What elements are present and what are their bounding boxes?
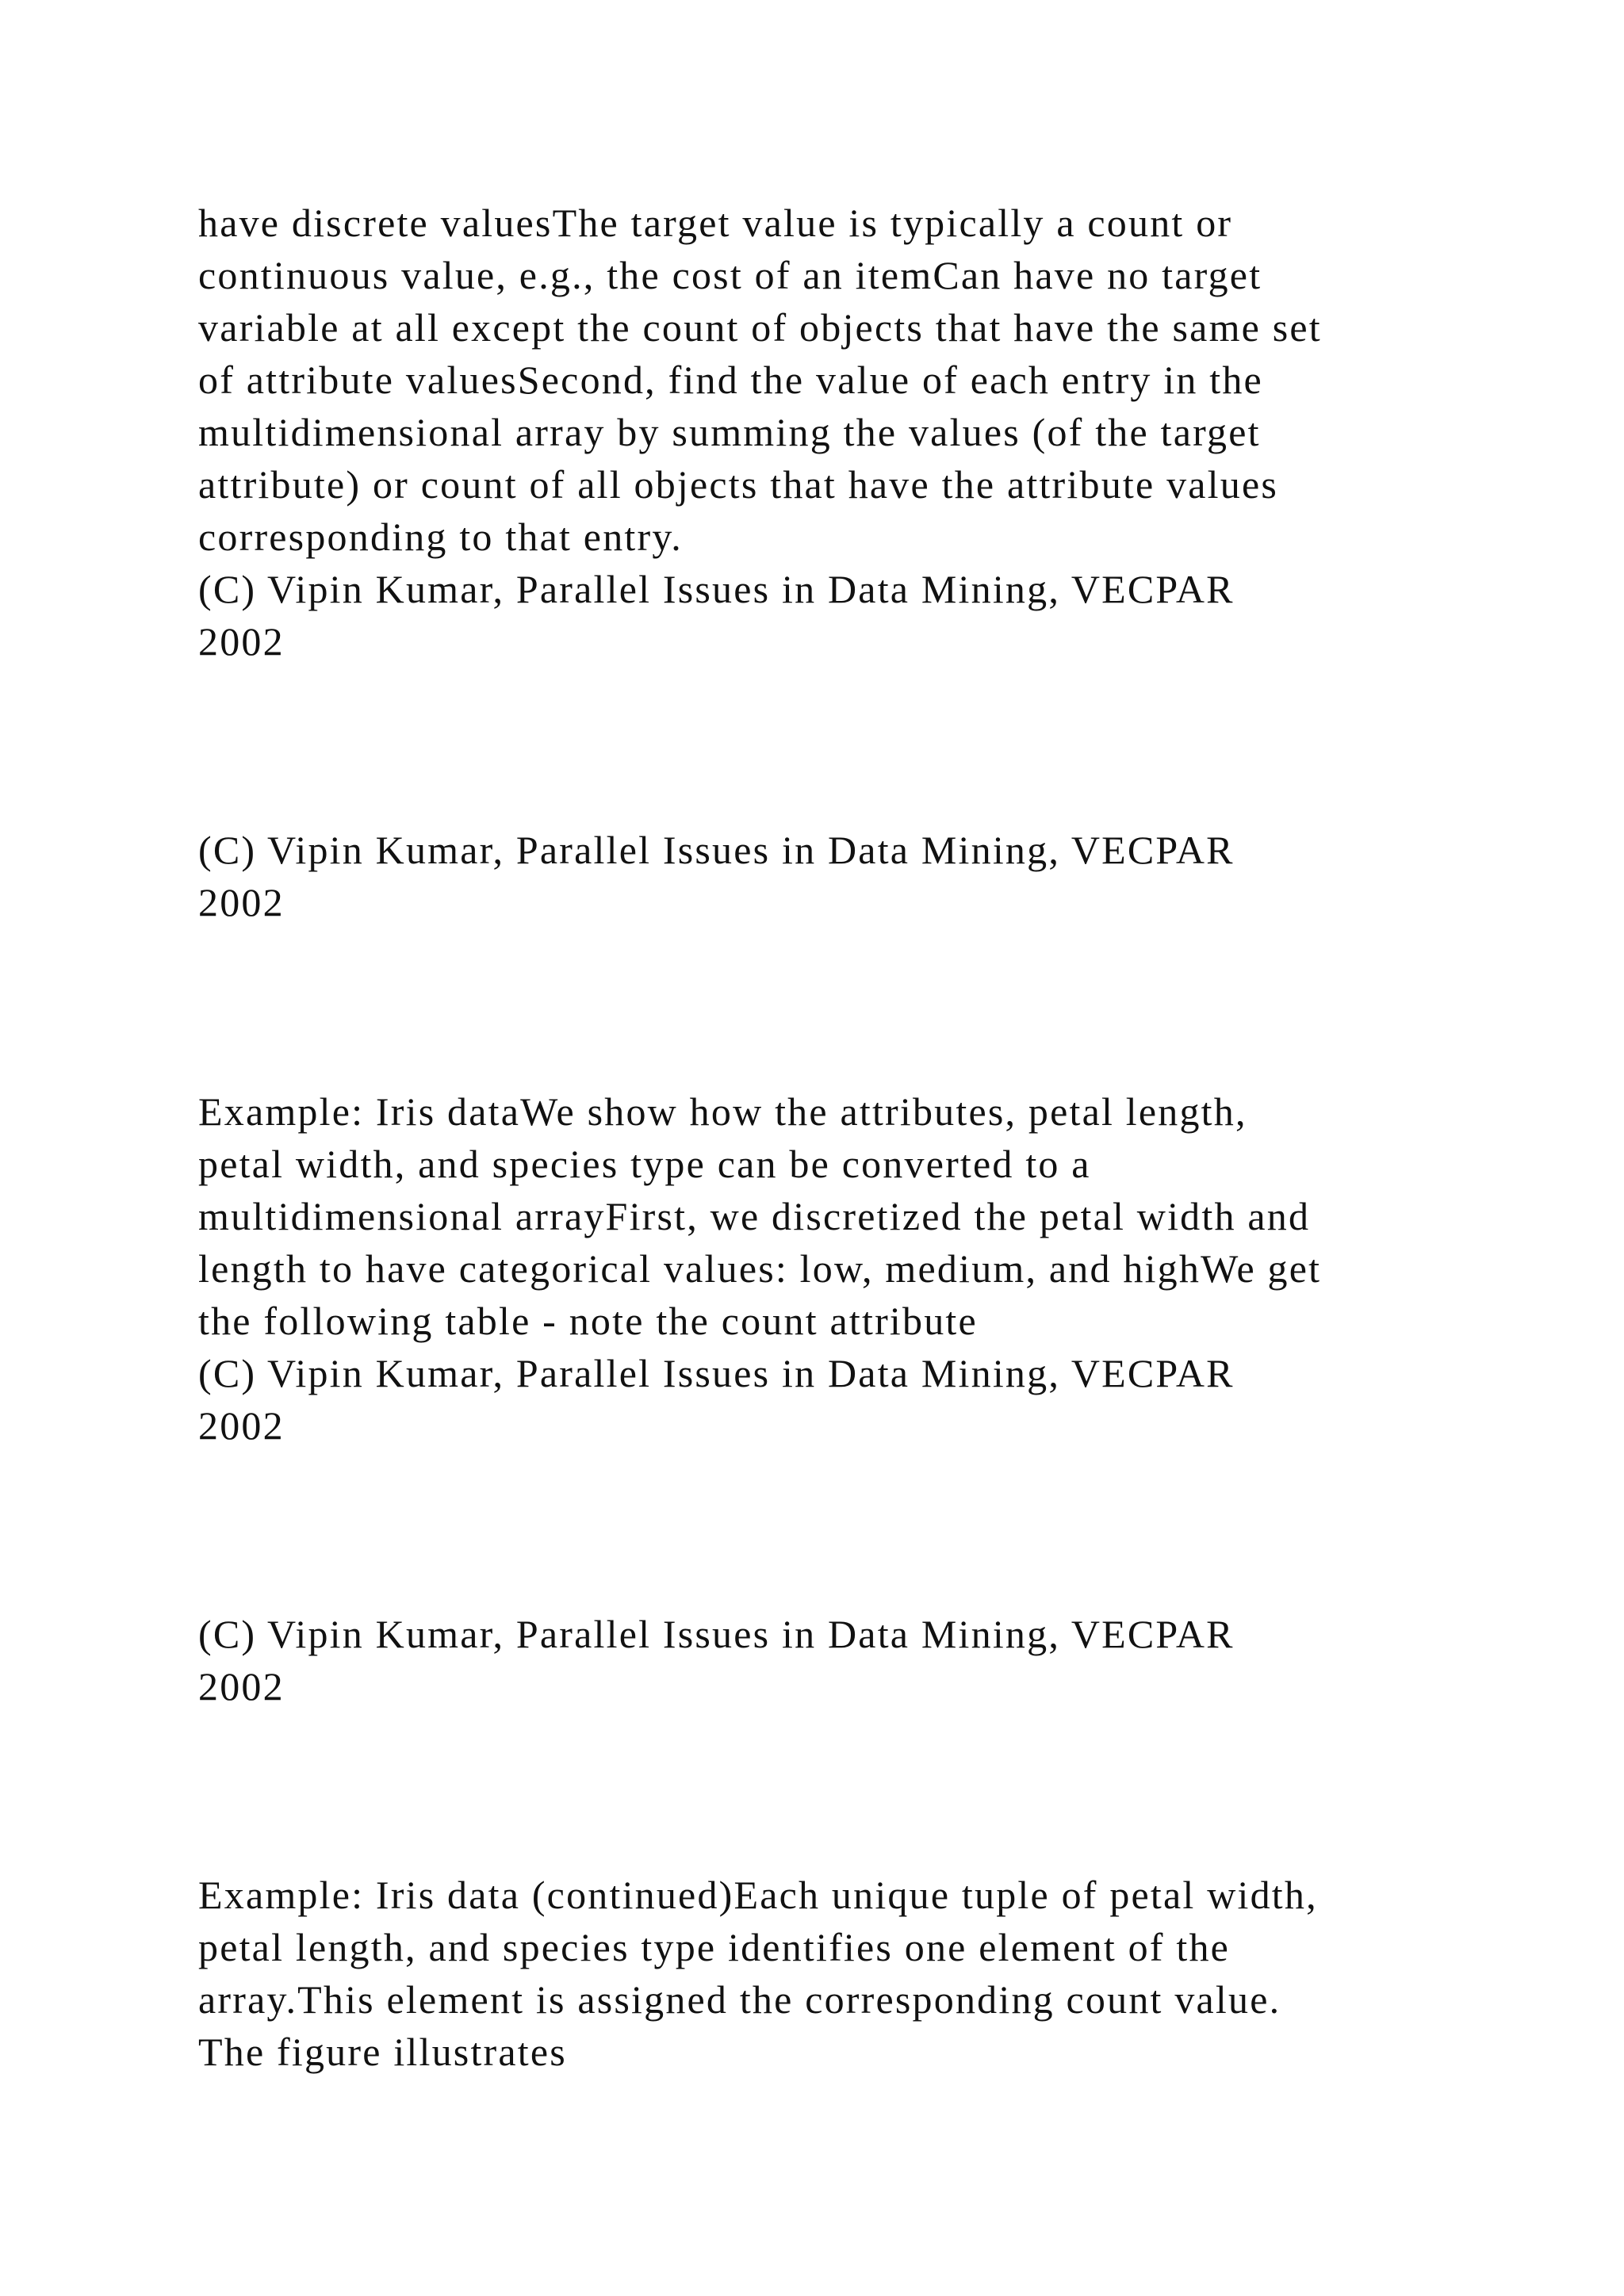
text-line: multidimensional array by summing the values (of the target [198, 410, 1261, 454]
citation-line: (C) Vipin Kumar, Parallel Issues in Data Mining, VECPAR [198, 1612, 1235, 1656]
text-line: petal width, and species type can be converted to a [198, 1142, 1091, 1186]
text-line: have discrete valuesThe target value is typically a count or [198, 201, 1233, 245]
text-line: length to have categorical values: low, medium, and highWe get [198, 1246, 1322, 1291]
text-line: continuous value, e.g., the cost of an itemCan have no target [198, 253, 1262, 297]
text-line: Example: Iris dataWe show how the attributes, petal length, [198, 1089, 1247, 1134]
citation-line: (C) Vipin Kumar, Parallel Issues in Data Mining, VECPAR [198, 828, 1235, 872]
text-line: variable at all except the count of objects that have the same set [198, 305, 1322, 350]
text-line: Example: Iris data (continued)Each unique tuple of petal width, [198, 1873, 1318, 1917]
citation-year: 2002 [198, 1664, 285, 1709]
text-line: multidimensional arrayFirst, we discretized the petal width and [198, 1194, 1311, 1238]
text-line: array.This element is assigned the corresponding count value. [198, 1977, 1281, 2022]
citation-year: 2002 [198, 1403, 285, 1448]
text-line: petal length, and species type identifies one element of the [198, 1925, 1231, 1969]
citation-year: 2002 [198, 880, 285, 924]
text-line: The figure illustrates [198, 2030, 567, 2074]
text-line: corresponding to that entry. [198, 515, 683, 559]
text-line: attribute) or count of all objects that have the attribute values [198, 462, 1279, 507]
text-line: the following table - note the count attribute [198, 1299, 978, 1343]
citation-year: 2002 [198, 619, 285, 664]
citation-line: (C) Vipin Kumar, Parallel Issues in Data Mining, VECPAR [198, 567, 1235, 611]
citation-line: (C) Vipin Kumar, Parallel Issues in Data Mining, VECPAR [198, 1351, 1235, 1395]
text-line: of attribute valuesSecond, find the value of each entry in the [198, 358, 1263, 402]
